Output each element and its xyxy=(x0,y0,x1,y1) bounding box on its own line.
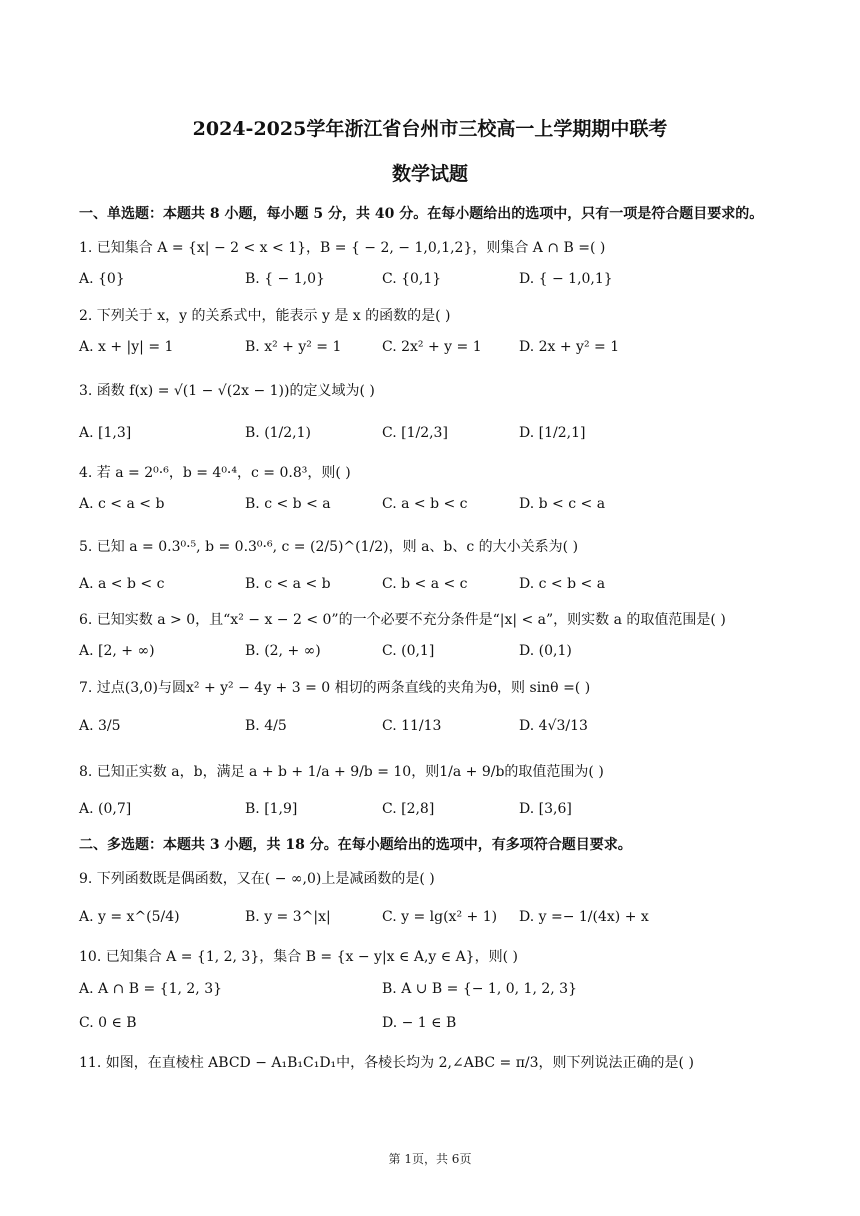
option-a: A. [1,3] xyxy=(79,425,132,441)
option-a: A. A ∩ B = {1, 2, 3} xyxy=(79,981,223,997)
section-header-single-choice: 一、单选题：本题共 8 小题，每小题 5 分，共 40 分。在每小题给出的选项中，只有一项是符合题目要求的。 xyxy=(79,206,764,222)
option-c: C. 2x² + y = 1 xyxy=(382,339,482,355)
section-header-multi-choice: 二、多选题：本题共 3 小题，共 18 分。在每小题给出的选项中，有多项符合题目要求。 xyxy=(79,837,632,853)
question-stem: 10. 已知集合 A = {1, 2, 3}，集合 B = {x − y|x ∈ A,y ∈ A}，则( ) xyxy=(79,949,518,965)
option-a: A. x + |y| = 1 xyxy=(79,339,174,355)
page-footer: 第 1页，共 6页 xyxy=(388,1152,472,1166)
option-c: C. [1/2,3] xyxy=(382,425,448,441)
option-d: D. { − 1,0,1} xyxy=(519,271,613,287)
option-c: C. [2,8] xyxy=(382,801,435,817)
option-b: B. [1,9] xyxy=(245,801,298,817)
option-b: B. y = 3^|x| xyxy=(245,909,331,925)
option-c: C. 0 ∈ B xyxy=(79,1015,137,1031)
option-b: B. A ∪ B = {− 1, 0, 1, 2, 3} xyxy=(382,981,577,997)
option-b: B. x² + y² = 1 xyxy=(245,339,342,355)
option-a: A. {0} xyxy=(79,271,125,287)
option-a: A. 3/5 xyxy=(79,718,121,734)
option-c: C. b < a < c xyxy=(382,576,468,592)
question-stem: 3. 函数 f(x) = √(1 − √(2x − 1))的定义域为( ) xyxy=(79,383,375,399)
option-a: A. [2, + ∞) xyxy=(79,643,155,659)
question-stem: 4. 若 a = 2⁰·⁶，b = 4⁰·⁴，c = 0.8³，则( ) xyxy=(79,465,351,481)
question-stem: 8. 已知正实数 a，b，满足 a + b + 1/a + 9/b = 10，则1/a + 9/b的取值范围为( ) xyxy=(79,764,604,780)
option-b: B. c < b < a xyxy=(245,496,331,512)
option-d: D. [1/2,1] xyxy=(519,425,586,441)
option-b: B. c < a < b xyxy=(245,576,331,592)
option-d: D. 4√3/13 xyxy=(519,718,588,734)
question-stem: 5. 已知 a = 0.3⁰·⁵, b = 0.3⁰·⁶, c = (2/5)^(1/2)，则 a、b、c 的大小关系为( ) xyxy=(79,539,579,555)
option-b: B. 4/5 xyxy=(245,718,287,734)
option-b: B. (2, + ∞) xyxy=(245,643,321,659)
option-b: B. { − 1,0} xyxy=(245,271,325,287)
paper-subtitle: 数学试题 xyxy=(391,163,468,185)
question-stem: 7. 过点(3,0)与圆x² + y² − 4y + 3 = 0 相切的两条直线的夹角为θ，则 sinθ =( ) xyxy=(79,680,591,696)
option-b: B. (1/2,1) xyxy=(245,425,312,441)
option-a: A. (0,7] xyxy=(79,801,132,817)
option-c: C. (0,1] xyxy=(382,643,435,659)
question-stem: 1. 已知集合 A = {x| − 2 < x < 1}，B = { − 2, − 1,0,1,2}，则集合 A ∩ B =( ) xyxy=(79,240,606,256)
option-c: C. 11/13 xyxy=(382,718,442,734)
option-d: D. − 1 ∈ B xyxy=(382,1015,457,1031)
option-c: C. y = lg(x² + 1) xyxy=(382,909,498,925)
question-stem: 2. 下列关于 x，y 的关系式中，能表示 y 是 x 的函数的是( ) xyxy=(79,308,451,324)
option-d: D. c < b < a xyxy=(519,576,606,592)
option-c: C. a < b < c xyxy=(382,496,468,512)
paper-title: 2024-2025学年浙江省台州市三校高一上学期期中联考 xyxy=(192,118,668,140)
question-stem: 11. 如图，在直棱柱 ABCD − A₁B₁C₁D₁中，各棱长均为 2,∠ABC = π/3，则下列说法正确的是( ) xyxy=(79,1055,694,1071)
question-stem: 6. 已知实数 a > 0，且“x² − x − 2 < 0”的一个必要不充分条件是“|x| < a”，则实数 a 的取值范围是( ) xyxy=(79,612,726,628)
option-d: D. y =− 1/(4x) + x xyxy=(519,909,649,925)
option-a: A. y = x^(5/4) xyxy=(79,909,180,925)
option-d: D. b < c < a xyxy=(519,496,606,512)
option-d: D. 2x + y² = 1 xyxy=(519,339,620,355)
option-d: D. (0,1) xyxy=(519,643,572,659)
option-a: A. a < b < c xyxy=(79,576,165,592)
option-a: A. c < a < b xyxy=(79,496,165,512)
question-stem: 9. 下列函数既是偶函数，又在( − ∞,0)上是减函数的是( ) xyxy=(79,871,435,887)
option-c: C. {0,1} xyxy=(382,271,442,287)
option-d: D. [3,6] xyxy=(519,801,572,817)
